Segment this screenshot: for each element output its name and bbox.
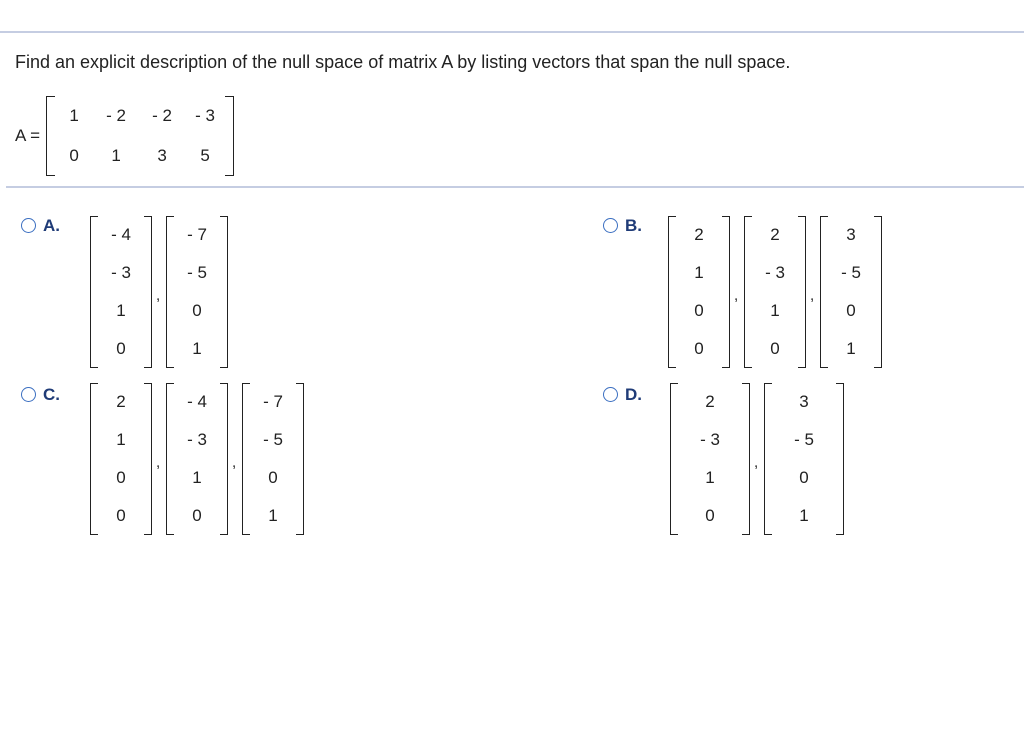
vector-entry: 2: [770, 225, 780, 244]
left-bracket: [744, 216, 752, 368]
vector-entry: 1: [268, 506, 278, 525]
right-bracket: [836, 383, 844, 535]
vector-entry: 1: [705, 468, 715, 487]
vector-entry: - 7: [263, 392, 283, 411]
left-bracket: [46, 96, 55, 176]
option-d-vectors: [670, 383, 844, 535]
vector-entry: 0: [116, 506, 126, 525]
left-bracket: [670, 383, 678, 535]
vector-separator: ,: [156, 287, 161, 304]
radio-button-c[interactable]: [21, 387, 36, 402]
vector-entry: - 7: [187, 225, 207, 244]
vector-entry: 0: [116, 339, 126, 358]
vector-entry: - 5: [841, 263, 861, 282]
vector-separator: ,: [810, 287, 815, 304]
vector-entry: 1: [846, 339, 856, 358]
left-bracket: [90, 216, 98, 368]
vector-separator: ,: [734, 287, 739, 304]
vector-entry: 0: [846, 301, 856, 320]
radio-button-b[interactable]: [603, 218, 618, 233]
option-c-label: C.: [43, 385, 60, 404]
vector-entry: 0: [705, 506, 715, 525]
matrix-cell: 5: [200, 146, 210, 165]
matrix-a-label: A =: [15, 126, 41, 145]
column-vector: [764, 383, 844, 535]
vector-entry: 1: [192, 468, 202, 487]
vector-entry: 0: [268, 468, 278, 487]
right-bracket: [742, 383, 750, 535]
column-vector: [242, 383, 304, 535]
vector-separator: ,: [156, 454, 161, 471]
left-bracket: [90, 383, 98, 535]
vector-entry: 3: [846, 225, 856, 244]
column-vector: [166, 216, 228, 368]
vector-entry: 1: [116, 301, 126, 320]
vector-entry: - 3: [700, 430, 720, 449]
vector-entry: 0: [192, 301, 202, 320]
column-vector: [670, 383, 750, 535]
option-b-vectors: [668, 216, 882, 368]
vector-entry: - 3: [111, 263, 131, 282]
option-a-label: A.: [43, 216, 60, 235]
right-bracket: [722, 216, 730, 368]
vector-entry: 0: [116, 468, 126, 487]
vector-entry: 1: [694, 263, 704, 282]
vector-entry: 0: [770, 339, 780, 358]
left-bracket: [764, 383, 772, 535]
vector-entry: 0: [799, 468, 809, 487]
vector-entry: 2: [705, 392, 715, 411]
vector-entry: - 4: [187, 392, 207, 411]
vector-entry: - 3: [765, 263, 785, 282]
left-bracket: [242, 383, 250, 535]
vector-separator: ,: [232, 454, 237, 471]
right-bracket: [144, 216, 152, 368]
column-vector: [166, 383, 228, 535]
vector-entry: 2: [694, 225, 704, 244]
right-bracket: [225, 96, 234, 176]
option-a-vectors: [90, 216, 228, 368]
vector-entry: 0: [694, 301, 704, 320]
option-b-label: B.: [625, 216, 642, 235]
matrix-a: [15, 96, 234, 176]
vector-entry: - 5: [263, 430, 283, 449]
left-bracket: [166, 216, 174, 368]
right-bracket: [144, 383, 152, 535]
option-c-vectors: [90, 383, 304, 535]
radio-button-a[interactable]: [21, 218, 36, 233]
left-bracket: [166, 383, 174, 535]
matrix-cell: - 2: [152, 106, 172, 125]
right-bracket: [798, 216, 806, 368]
question-text: Find an explicit description of the null space of matrix A by listing vectors that span the null space.: [15, 52, 791, 72]
vector-entry: 3: [799, 392, 809, 411]
option-d-label: D.: [625, 385, 642, 404]
column-vector: [820, 216, 882, 368]
section-divider: [6, 186, 1024, 188]
vector-entry: - 5: [794, 430, 814, 449]
vector-entry: - 5: [187, 263, 207, 282]
vector-entry: - 4: [111, 225, 131, 244]
matrix-cell: 1: [111, 146, 121, 165]
left-bracket: [668, 216, 676, 368]
matrix-cell: - 2: [106, 106, 126, 125]
vector-entry: 0: [694, 339, 704, 358]
left-bracket: [820, 216, 828, 368]
radio-button-d[interactable]: [603, 387, 618, 402]
vector-entry: 2: [116, 392, 126, 411]
right-bracket: [220, 383, 228, 535]
column-vector: [90, 216, 152, 368]
vector-separator: ,: [754, 454, 759, 471]
vector-entry: 1: [799, 506, 809, 525]
vector-entry: 1: [770, 301, 780, 320]
matrix-cell: - 3: [195, 106, 215, 125]
matrix-cell: 3: [157, 146, 167, 165]
vector-entry: 1: [116, 430, 126, 449]
vector-entry: - 3: [187, 430, 207, 449]
column-vector: [90, 383, 152, 535]
right-bracket: [220, 216, 228, 368]
matrix-a-grid: [55, 96, 225, 176]
column-vector: [744, 216, 806, 368]
right-bracket: [296, 383, 304, 535]
top-divider: [0, 31, 1024, 33]
vector-entry: 0: [192, 506, 202, 525]
matrix-cell: 0: [69, 146, 79, 165]
right-bracket: [874, 216, 882, 368]
matrix-cell: 1: [69, 106, 79, 125]
column-vector: [668, 216, 730, 368]
vector-entry: 1: [192, 339, 202, 358]
